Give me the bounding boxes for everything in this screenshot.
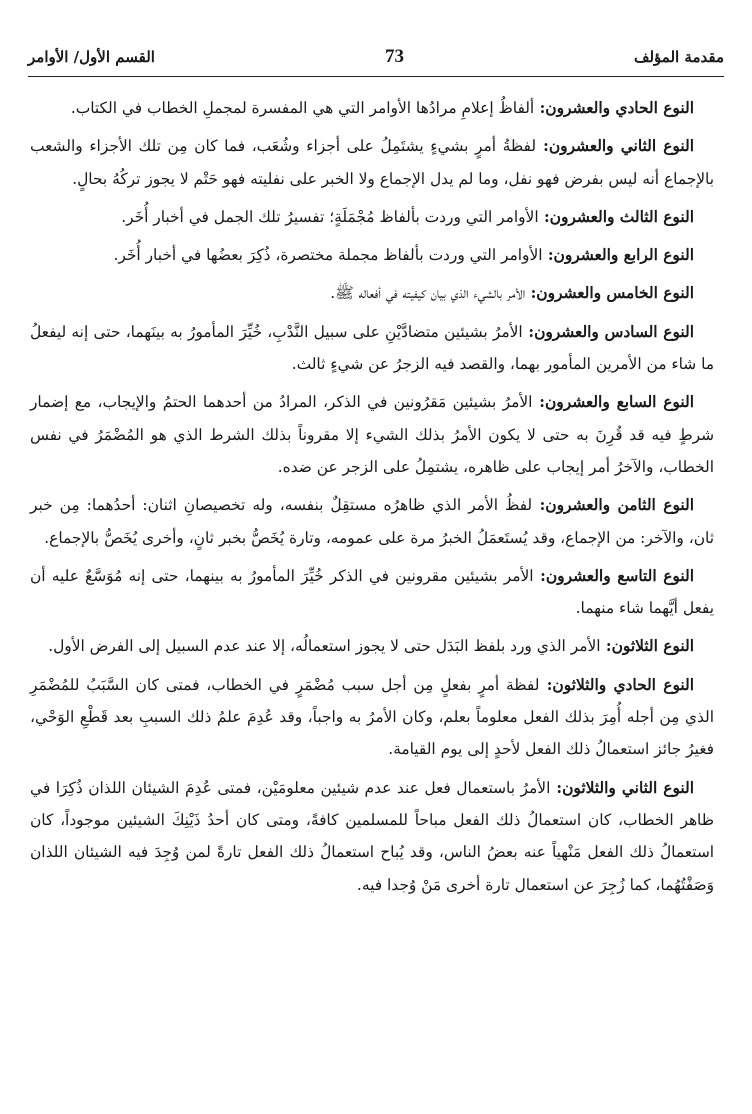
- type-heading: النوع الثالث والعشرون: [549, 207, 694, 226]
- type-heading: النوع التاسع والعشرون: [545, 566, 694, 585]
- paragraph-text: الأمر بالشيء الذي بيان كيفيته في أفعاله ﷺ.: [330, 284, 526, 303]
- type-heading: النوع الثاني والثلاثون: [562, 778, 695, 797]
- type-heading: النوع السابع والعشرون: [544, 393, 694, 412]
- type-heading: النوع الرابع والعشرون: [553, 246, 694, 265]
- paragraph: النوع الحادي والثلاثون: لفظة أمرٍ بفعلٍ مِن أجل سبب مُضْمَرٍ في الخطاب، فمتى كان السَّبَبُ للمُضْمَرِ الذي مِن أجله أُمِرَ بذلك الفعل معلوماً بعلم، وكان الأمرُ به واجباً، وقد عُدِمَ علمُ ذلك السببِ بعد قَطْعِ الوَحْي، فغيرُ جائز استعمالُ ذلك الفعل لأحدٍ إلى يوم القيامة.: [30, 675, 714, 759]
- paragraph-text: الأمر بشيئين مقرونين في الذكر خُيِّرَ المأمورُ به بينهما، حتى إنه مُوَسَّعٌ عليه أن يفعل أيَّهما شاء منهما.: [30, 566, 714, 618]
- body-text: [30, 92, 714, 907]
- header-divider: [28, 76, 724, 77]
- type-heading: النوع السادس والعشرون: [534, 322, 695, 341]
- paragraph: النوع الثامن والعشرون: لفظُ الأمر الذي ظاهرُه مستقِلٌ بنفسه، وله تخصيصانِ اثنان: أحدُهما: مِن خبر ثان، والآخر: من الإجماع، وقد يُستَعمَلُ الخبرُ مرة على عمومه، وتارة يُخَصُّ بخبر ثانٍ، وأخرى يُخَصُّ بالإجماع.: [30, 496, 714, 547]
- paragraph-text: الأمر الذي ورد بلفظ البَدَل حتى لا يجوز استعمالُه، إلا عند عدم السبيل إلى الفرض الأول.: [48, 637, 601, 656]
- paragraph-text: لفظةُ أمرٍ بشيءٍ يشتَمِلُ على أجزاء وشُعَب، فما كان مِن تلك الأجزاء والشعب بالإجماع أنه ليس بفرض فهو نفل، وما لم يدل الإجماع ولا الخبر على نفليته فهو حَتْم لا يجوز تركُهُ بحالٍ.: [30, 137, 714, 188]
- paragraph: النوع الثاني والثلاثون: الأمرُ باستعمال فعل عند عدم شيئين معلومَيْن، فمتى عُدِمَ الشيئان اللذان ذُكِرَا في ظاهر الخطاب، كان استعمالُ ذلك الفعل مباحاً للمسلمين كافةً، ومتى كان أحدُ ذَيْنِكَ الشيئين موجوداً، كان استعمالُ ذلك الفعل مَنْهياً عنه بعضُ الناس، وقد يُباح استعمالُ ذلك الفعل تارةً لمن وُجِدَ فيه الشيئان اللذان وَصَفْتُهُما، كما زُجِرَ عن استعمال تارة أخرى مَنْ وُجدا فيه.: [30, 778, 714, 894]
- paragraph: النوع السابع والعشرون: الأمرُ بشيئين مَقرُونين في الذكر، المرادُ من أحدهما الحتمُ والإيجاب، مع إضمار شرطٍ فيه قد قُرِنَ به حتى لا يكون الأمرُ بذلك الشيء إلا مقروناً بذلك الشرط الذي هو المُضْمَرُ في نفس الخطاب، والآخرُ أمر إيجاب على ظاهره، يشتمِلُ على الزجر عن ضده.: [30, 393, 714, 476]
- paragraph: النوع الخامس والعشرون: الأمر بالشيء الذي بيان كيفيته في أفعاله ﷺ.: [330, 284, 694, 303]
- type-heading: النوع الخامس والعشرون: [536, 284, 694, 303]
- paragraph-text: لفظة أمرٍ بفعلٍ مِن أجل سبب مُضْمَرٍ في الخطاب، فمتى كان السَّبَبُ للمُضْمَرِ الذي مِن أجله أُمِرَ بذلك الفعل معلوماً بعلم، وكان الأمرُ به واجباً، وقد عُدِمَ علمُ ذلك السببِ بعد قَطْعِ الوَحْي، فغيرُ جائز استعمالُ ذلك الفعل لأحدٍ إلى يوم القيامة.: [30, 675, 714, 759]
- paragraph: النوع الحادي والعشرون: ألفاظُ إعلامِ مرادُها الأوامر التي هي المفسرة لمجملِ الخطاب في الكتاب.: [70, 99, 694, 117]
- paragraph-text: الأمرُ باستعمال فعل عند عدم شيئين معلومَيْن، فمتى عُدِمَ الشيئان اللذان ذُكِرَا في ظاهر الخطاب، كان استعمالُ ذلك الفعل مباحاً للمسلمين كافةً، ومتى كان أحدُ ذَيْنِكَ الشيئين موجوداً، كان استعمالُ ذلك الفعل مَنْهياً عنه بعضُ الناس، وقد يُباح استعمالُ ذلك الفعل تارةً لمن وُجِدَ فيه الشيئان اللذان وَصَفْتُهُما، كما زُجِرَ عن استعمال تارة أخرى مَنْ وُجدا فيه.: [30, 778, 714, 894]
- chapter-title: القسم الأول/ الأوامر: [28, 48, 155, 66]
- type-heading: النوع الثاني والعشرون: [548, 137, 694, 156]
- paragraph: النوع الثاني والعشرون: لفظةُ أمرٍ بشيءٍ يشتَمِلُ على أجزاء وشُعَب، فما كان مِن تلك الأجزاء والشعب بالإجماع أنه ليس بفرض فهو نفل، وما لم يدل الإجماع ولا الخبر على نفليته فهو حَتْم لا يجوز تركُهُ بحالٍ.: [30, 137, 714, 188]
- paragraph-text: الأوامر التي وردت بألفاظ مجملة مختصرة، ذُكِرَ بعضُها في أخبار أُخَر.: [113, 246, 543, 265]
- page-number: 73: [384, 46, 404, 67]
- section-title: مقدمة المؤلف: [633, 48, 724, 66]
- running-header: [28, 38, 724, 76]
- paragraph: النوع الثالث والعشرون: الأوامر التي وردت بألفاظ مُجْمَلَةٍ؛ تفسيرُ تلك الجمل في أخبار أُخَر.: [121, 207, 694, 226]
- paragraph: النوع الرابع والعشرون: الأوامر التي وردت بألفاظ مجملة مختصرة، ذُكِرَ بعضُها في أخبار أُخَر.: [113, 246, 694, 265]
- paragraph-text: ألفاظُ إعلامِ مرادُها الأوامر التي هي المفسرة لمجملِ الخطاب في الكتاب.: [70, 99, 535, 117]
- type-heading: النوع الحادي والثلاثون: [552, 675, 695, 694]
- paragraph-text: لفظُ الأمر الذي ظاهرُه مستقِلٌ بنفسه، وله تخصيصانِ اثنان: أحدُهما: مِن خبر ثان، والآخر: من الإجماع، وقد يُستَعمَلُ الخبرُ مرة على عمومه، وتارة يُخَصُّ بخبر ثانٍ، وأخرى يُخَصُّ بالإجماع.: [30, 496, 714, 547]
- paragraph: النوع السادس والعشرون: الأمرُ بشيئين متضادَّيْنِ على سبيل النَّدْبِ، خُيِّرَ المأمورُ به بينَهما، حتى إنه ليفعلُ ما شاء من الأمرين المأمور بهما، والقصد فيه الزجرُ عن شيءٍ ثالث.: [30, 322, 714, 374]
- type-heading: النوع الحادي والعشرون: [545, 99, 694, 117]
- paragraph-text: الأمرُ بشيئين مَقرُونين في الذكر، المرادُ من أحدهما الحتمُ والإيجاب، مع إضمار شرطٍ فيه قد قُرِنَ به حتى لا يكون الأمرُ بذلك الشيء إلا مقروناً بذلك الشرط الذي هو المُضْمَرُ في نفس الخطاب، والآخرُ أمر إيجاب على ظاهره، يشتمِلُ على الزجر عن ضده.: [30, 393, 714, 476]
- paragraph: النوع الثلاثون: الأمر الذي ورد بلفظ البَدَل حتى لا يجوز استعمالُه، إلا عند عدم السبيل إلى الفرض الأول.: [48, 637, 694, 656]
- paragraph-text: الأوامر التي وردت بألفاظ مُجْمَلَةٍ؛ تفسيرُ تلك الجمل في أخبار أُخَر.: [121, 207, 539, 226]
- paragraph-text: الأمرُ بشيئين متضادَّيْنِ على سبيل النَّدْبِ، خُيِّرَ المأمورُ به بينَهما، حتى إنه ليفعلُ ما شاء من الأمرين المأمور بهما، والقصد فيه الزجرُ عن شيءٍ ثالث.: [30, 322, 714, 374]
- paragraph: النوع التاسع والعشرون: الأمر بشيئين مقرونين في الذكر خُيِّرَ المأمورُ به بينهما، حتى إنه مُوَسَّعٌ عليه أن يفعل أيَّهما شاء منهما.: [30, 566, 714, 618]
- type-heading: النوع الثلاثون: [611, 637, 694, 656]
- type-heading: النوع الثامن والعشرون: [545, 496, 695, 515]
